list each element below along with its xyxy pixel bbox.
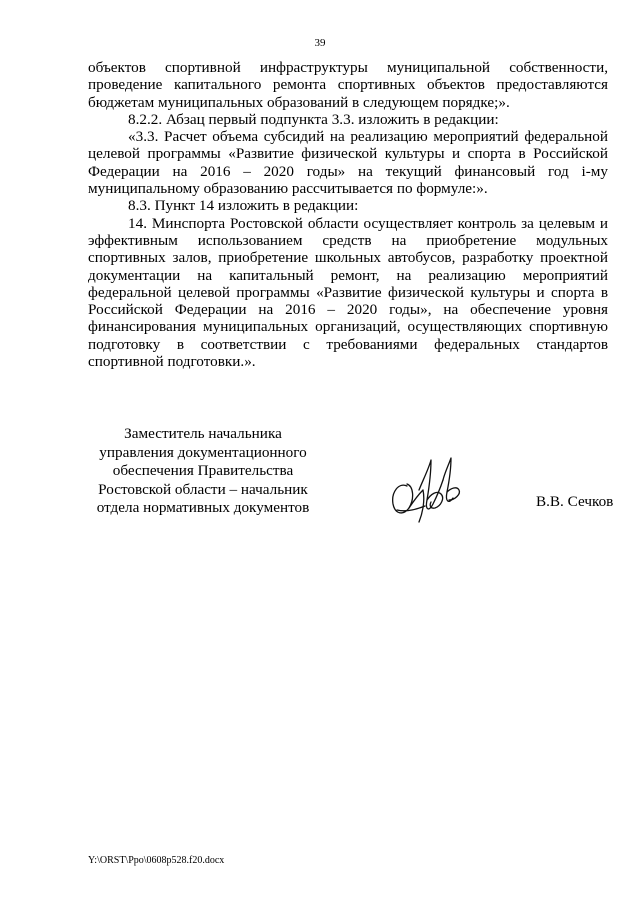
paragraph-continuation: объектов спортивной инфраструктуры муниципальной собственности, проведение капитального ремонта спортивных объектов предоставляются бюджетам муниципальных образований в следующем порядке;».	[88, 59, 608, 111]
paragraph-item-8-3: 8.3. Пункт 14 изложить в редакции:	[128, 197, 359, 215]
signer-position-line: Заместитель начальника	[124, 425, 282, 442]
document-body	[88, 59, 608, 370]
signer-position-line: управления документационного	[99, 443, 307, 461]
signer-position-line: Ростовской области – начальник	[98, 480, 308, 498]
paragraph-point-14: 14. Минспорта Ростовской области осуществляет контроль за целевым и эффективным использованием средств на приобретение модульных спортивных залов, приобретение школьных автобусов, разработку проектной документации на капитальный ремонт, на реализацию мероприятий федеральной целевой программы «Развитие физической культуры и спорта в Российской Федерации на 2016 – 2020 годы», на обеспечение уровня финансирования муниципальных организаций, осуществляющих спортивную подготовку в соответствии с требованиями федеральных стандартов спортивной подготовки.».	[88, 214, 608, 371]
signer-position	[88, 425, 318, 518]
file-path: Y:\ORST\Ppo\0608p528.f20.docx	[88, 855, 225, 866]
handwritten-signature	[385, 450, 465, 528]
page-number: 39	[314, 37, 326, 49]
signer-position-line: обеспечения Правительства	[112, 462, 294, 479]
signer-position-line: отдела нормативных документов	[96, 499, 310, 516]
paragraph-item-8-2-2: 8.2.2. Абзац первый подпункта 3.3. изложить в редакции:	[128, 110, 499, 128]
paragraph-quote-3-3: «3.3. Расчет объема субсидий на реализацию мероприятий федеральной целевой программы «Развитие физической культуры и спорта в Российской Федерации на 2016 – 2020 годы» на текущий финансовый год i-му муниципальному образованию рассчитывается по формуле:».	[88, 128, 608, 198]
signer-name: В.В. Сечков	[536, 493, 614, 510]
